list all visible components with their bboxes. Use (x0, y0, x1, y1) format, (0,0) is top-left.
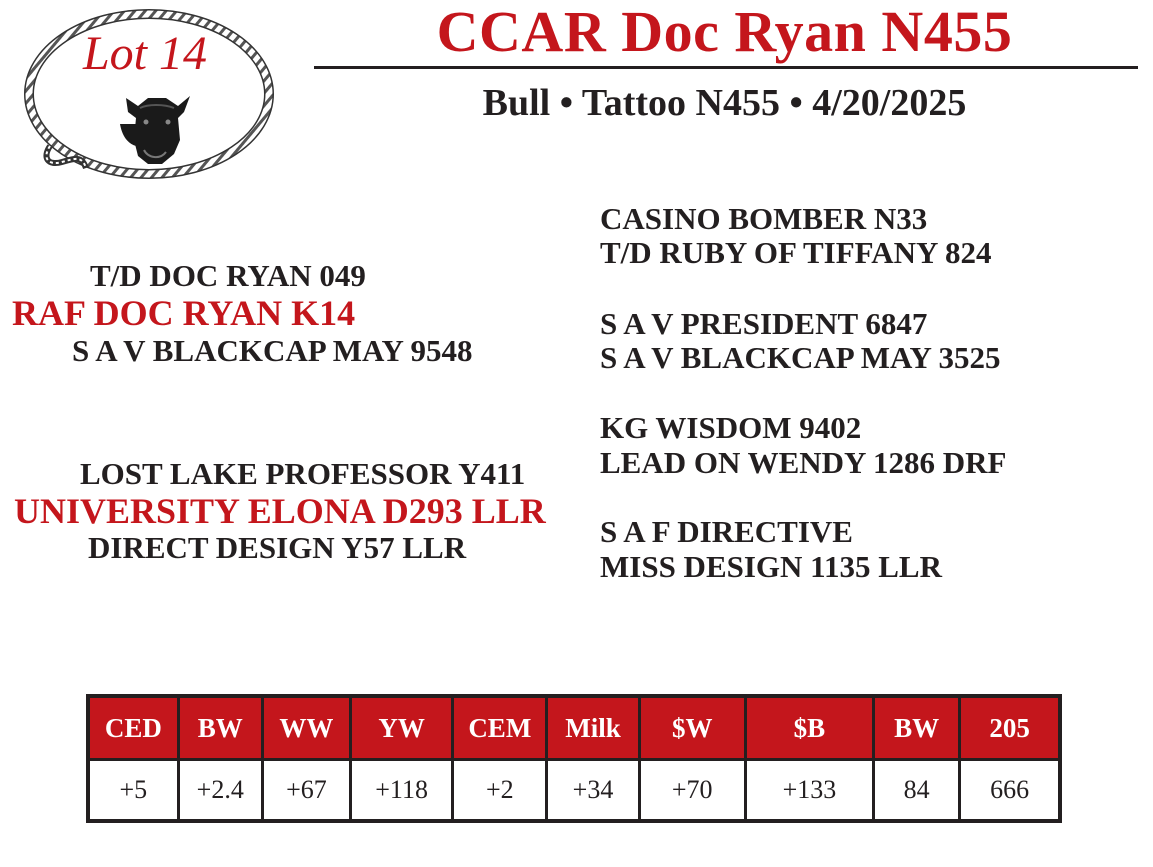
epd-header-ced: CED (88, 696, 178, 760)
dam-sire-dam: LEAD ON WENDY 1286 DRF (600, 445, 1007, 480)
dam-name: UNIVERSITY ELONA D293 LLR (14, 491, 546, 531)
lot-number-label: Lot 14 (82, 27, 208, 80)
epd-value-row (88, 760, 1060, 822)
dam-dam-dam: MISS DESIGN 1135 LLR (600, 549, 942, 584)
epd-value-ced: +5 (88, 760, 178, 822)
epd-header-b-index: $B (745, 696, 873, 760)
epd-value-bw: +2.4 (178, 760, 262, 822)
title-divider (314, 66, 1138, 69)
dam-sire-sire: KG WISDOM 9402 (600, 410, 862, 445)
epd-header-cem: CEM (453, 696, 547, 760)
epd-value-b-index: +133 (745, 760, 873, 822)
epd-header-birth-weight: BW (874, 696, 960, 760)
sire-name: RAF DOC RYAN K14 (12, 293, 356, 333)
epd-value-ww: +67 (262, 760, 350, 822)
epd-header-ww: WW (262, 696, 350, 760)
epd-header-row (88, 696, 1060, 760)
animal-subtitle: Bull • Tattoo N455 • 4/20/2025 (482, 82, 967, 124)
epd-header-yw: YW (351, 696, 453, 760)
bull-head-icon (118, 84, 196, 166)
epd-value-205: 666 (960, 760, 1060, 822)
sire-sire: T/D DOC RYAN 049 (90, 258, 366, 293)
epd-value-w-index: +70 (639, 760, 745, 822)
sire-sire-sire: CASINO BOMBER N33 (600, 201, 928, 236)
epd-header-milk: Milk (547, 696, 639, 760)
epd-value-birth-weight: 84 (874, 760, 960, 822)
epd-value-yw: +118 (351, 760, 453, 822)
epd-header-205: 205 (960, 696, 1060, 760)
sire-dam: S A V BLACKCAP MAY 9548 (72, 333, 473, 368)
sire-dam-dam: S A V BLACKCAP MAY 3525 (600, 340, 1001, 375)
dam-sire: LOST LAKE PROFESSOR Y411 (80, 456, 526, 491)
epd-table (86, 694, 1062, 823)
sire-dam-sire: S A V PRESIDENT 6847 (600, 306, 928, 341)
epd-header-bw: BW (178, 696, 262, 760)
dam-dam: DIRECT DESIGN Y57 LLR (88, 530, 467, 565)
epd-value-milk: +34 (547, 760, 639, 822)
epd-value-cem: +2 (453, 760, 547, 822)
dam-dam-sire: S A F DIRECTIVE (600, 514, 853, 549)
sire-sire-dam: T/D RUBY OF TIFFANY 824 (600, 235, 992, 270)
animal-title: CCAR Doc Ryan N455 (436, 0, 1013, 64)
epd-header-w-index: $W (639, 696, 745, 760)
